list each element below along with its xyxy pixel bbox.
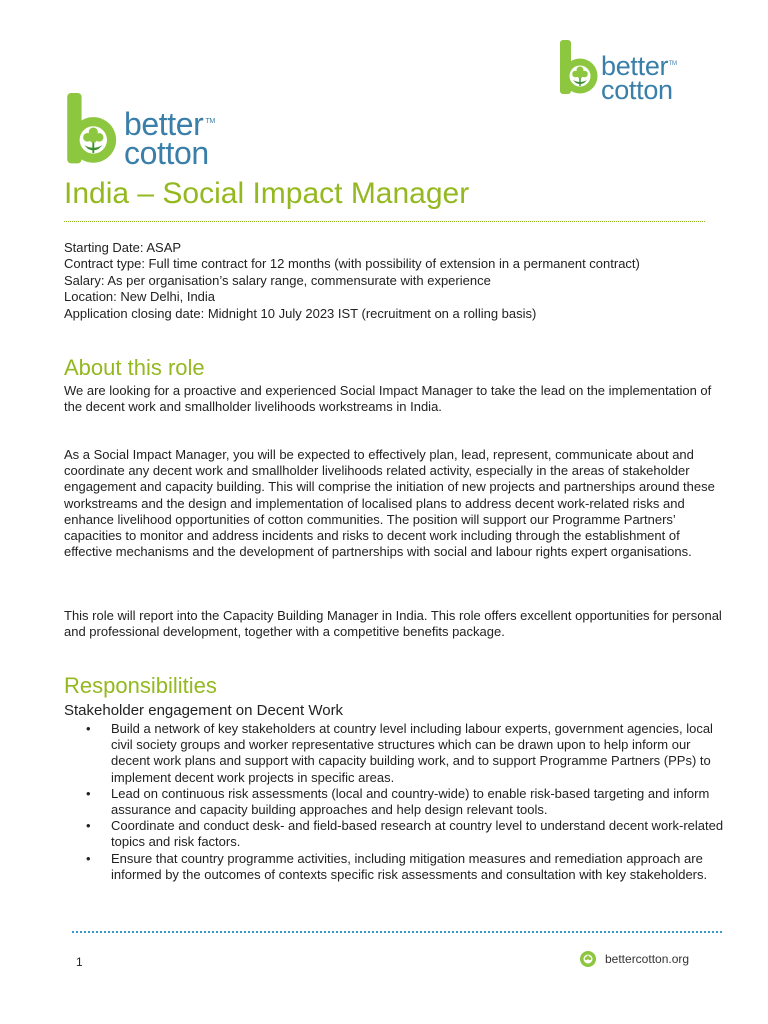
header-logo bbox=[560, 40, 677, 105]
document-logo bbox=[64, 93, 215, 171]
salary: Salary: As per organisation’s salary range, commensurate with experience bbox=[64, 272, 491, 288]
logo-word-better: better bbox=[124, 106, 204, 142]
job-title: India – Social Impact Manager bbox=[64, 177, 470, 210]
about-paragraph-3: This role will report into the Capacity Building Manager in India. This role offers excellent opportunities for personal and professional development, together with a competitive benefits package. bbox=[64, 608, 722, 640]
cotton-flower-icon bbox=[580, 951, 596, 967]
title-divider bbox=[64, 221, 705, 222]
logo-word-cotton: cotton bbox=[601, 75, 673, 105]
logo-word-better: better bbox=[601, 51, 669, 81]
responsibilities-heading: Responsibilities bbox=[64, 673, 217, 698]
list-item-text: Build a network of key stakeholders at country level including labour experts, government agencies, local civil society groups and worker representative structures which can be drawn upon to help inform our decent work plans and support with capacity building work, and to support Programme Partners (PPs) to implement decent work projects in specific areas. bbox=[111, 721, 713, 785]
page-number: 1 bbox=[76, 955, 83, 969]
about-heading: About this role bbox=[64, 355, 205, 380]
bullet-marker: • bbox=[86, 785, 91, 801]
better-cotton-logo-icon bbox=[64, 93, 120, 166]
better-cotton-logo-icon bbox=[560, 40, 598, 96]
footer-website-link[interactable] bbox=[580, 951, 689, 967]
contract-type: Contract type: Full time contract for 12 months (with possibility of extension in a permanent contract) bbox=[64, 256, 640, 272]
logo-wordmark bbox=[124, 106, 215, 171]
list-item-text: Ensure that country programme activities, including mitigation measures and remediation approach are informed by the outcomes of contexts specific risk assessments and consultation with key stakeholders. bbox=[111, 850, 708, 882]
logo-wordmark bbox=[601, 51, 677, 105]
website-url[interactable]: bettercotton.org bbox=[605, 952, 690, 966]
location: Location: New Delhi, India bbox=[64, 289, 216, 305]
list-item bbox=[64, 721, 724, 786]
responsibilities-list bbox=[64, 721, 724, 883]
footer-divider bbox=[72, 931, 722, 933]
logo-word-cotton: cotton bbox=[124, 135, 209, 171]
list-item-text: Coordinate and conduct desk- and field-based research at country level to understand decent work-related topics and risk factors. bbox=[111, 818, 724, 850]
bullet-marker: • bbox=[86, 818, 91, 834]
list-item bbox=[64, 851, 724, 883]
about-paragraph-1: We are looking for a proactive and experienced Social Impact Manager to take the lead on the implementation of the decent work and smallholder livelihoods workstreams in India. bbox=[64, 383, 712, 415]
bullet-marker: • bbox=[86, 850, 91, 866]
closing-date: Application closing date: Midnight 10 July 2023 IST (recruitment on a rolling basis) bbox=[64, 305, 537, 321]
trademark-symbol: TM bbox=[668, 61, 677, 67]
list-item bbox=[64, 786, 724, 818]
job-details bbox=[64, 240, 724, 322]
bullet-marker: • bbox=[86, 721, 91, 736]
list-item bbox=[64, 818, 724, 850]
list-item-text: Lead on continuous risk assessments (local and country-wide) to enable risk-based targeting and inform assurance and capacity building approaches and help design relevant tools. bbox=[111, 785, 710, 818]
stakeholder-subheading: Stakeholder engagement on Decent Work bbox=[64, 702, 344, 719]
trademark-symbol: TM bbox=[205, 118, 215, 125]
about-paragraph-2: As a Social Impact Manager, you will be expected to effectively plan, lead, represent, communicate about and coordinate any decent work and smallholder livelihoods related activity, especially in the areas of stakeholder engagement and capacity building. This will comprise the initiation of new projects and partnerships around these workstreams and the design and implementation of localised plans to address decent work-related risks and enhance livelihood opportunities of cotton communities. The position will support our Programme Partners’ capacities to monitor and address incidents and risks to decent work including through the establishment of effective mechanisms and the development of partnerships with social and labour rights expert organisations. bbox=[64, 447, 715, 560]
starting-date: Starting Date: ASAP bbox=[64, 240, 182, 255]
